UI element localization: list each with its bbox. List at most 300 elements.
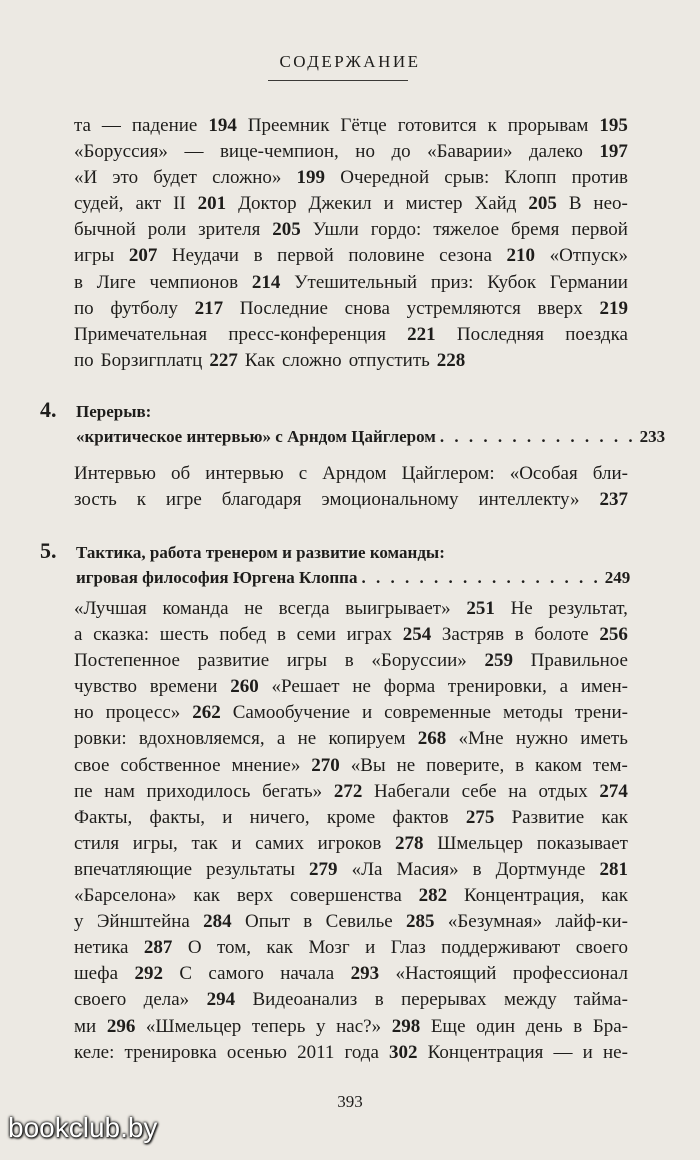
toc-word: — [184,141,204,163]
toc-word: не [396,754,416,776]
chapter-page-number: 249 [604,568,631,587]
toc-word: побед [219,624,267,646]
toc-paragraph-chapter-5 [74,596,628,1066]
toc-line [74,270,628,296]
toc-word: Шмельцер [437,832,524,854]
toc-word: процесс» [105,702,181,724]
toc-word: Джекил [308,193,372,215]
toc-word: эмоциональному [321,489,459,511]
toc-word: Кубок [487,271,537,293]
toc-word: в [472,858,482,880]
chapter-title-line-1: Тактика, работа тренером и развитие команды: [76,543,445,562]
toc-word: падение [131,115,198,136]
toc-word: отдых [538,780,588,802]
entry-page-number: 282 [418,885,448,907]
toc-word: результаты [206,858,296,880]
toc-word: половине [348,245,425,267]
toc-word: Набегали [373,780,450,802]
toc-word: нас?» [336,1015,382,1037]
toc-word: благодаря [221,489,302,511]
toc-word: с [298,463,308,484]
toc-word: та [74,115,91,136]
toc-line [74,961,628,987]
toc-word: нам [104,780,135,802]
entry-page-number: 210 [506,245,536,267]
toc-word: будет [153,167,197,189]
toc-word: чемпионов [149,271,239,293]
entry-page-number: 214 [251,271,281,293]
toc-word: но [74,702,94,724]
toc-line [74,700,628,726]
toc-word: бремя [510,219,560,241]
toc-word: «Ла [351,858,383,880]
toc-word: приходилось [146,780,251,802]
toc-word: лайф-ки- [555,911,628,933]
toc-word: всегда [278,598,330,619]
toc-line [74,909,628,935]
toc-word: бли- [592,463,628,484]
toc-word: не [297,728,317,750]
toc-word: вице-чемпион, [219,141,339,163]
toc-word: зость [74,489,117,511]
header-rule [268,80,408,81]
toc-word: года [344,1041,379,1063]
toc-word: против [571,167,628,189]
entry-page-number: 279 [309,858,338,880]
toc-word: пе [74,780,93,802]
toc-word: Глаз [390,937,426,959]
toc-word: «Мне [458,728,504,750]
toc-line [74,139,628,165]
toc-word: день [525,1015,563,1037]
toc-word: перерывах [401,989,487,1011]
toc-word: а [276,728,286,750]
toc-word: снова [344,297,390,319]
entry-page-number: 298 [391,1015,421,1037]
toc-word: тяжелое [433,219,500,241]
toc-word: тренировка [124,1041,217,1063]
toc-word: поездка [565,323,628,345]
toc-word: поверите, [426,754,505,776]
entry-page-number: 262 [192,702,221,724]
entry-page-number: 256 [599,624,628,646]
entry-page-number: 293 [350,963,380,985]
toc-word: С [179,963,193,985]
toc-word: «Вы [350,754,386,776]
toc-word: команда [162,598,229,619]
toc-word: «Барселона» [74,885,177,907]
toc-word: Факты, [74,806,133,828]
toc-word: готовится [397,115,477,136]
toc-word: роли [147,219,187,241]
toc-word: первой [277,245,334,267]
toc-line [74,348,628,374]
toc-word: мистер [405,193,463,215]
toc-line [74,753,628,779]
toc-word: Арндом [322,463,387,484]
toc-word: так [191,832,218,854]
watermark-logo: bookclub.by [8,1112,158,1143]
toc-word: Видеоанализ [252,989,358,1011]
toc-word: Последняя [456,323,544,345]
toc-word: в [573,1015,583,1037]
entry-page-number: 221 [407,323,436,345]
toc-word: Застряв [441,624,505,646]
toc-word: Бра- [592,1015,628,1037]
toc-word: играх [346,624,393,646]
toc-line [74,779,628,805]
entry-page-number: 268 [417,728,447,750]
toc-word: это [112,167,139,189]
toc-word: развитие [197,650,270,672]
toc-word: об [171,463,191,484]
toc-word: вверх [537,297,583,319]
toc-word: футболу [110,297,178,319]
toc-word: но [355,141,375,163]
toc-word: «Решает [271,676,340,698]
toc-line [74,805,628,831]
toc-word: на [508,780,527,802]
toc-paragraph-chapter-3-end [74,113,628,374]
toc-word: ровки: [74,728,127,750]
toc-word: бегать» [262,780,323,802]
toc-word: устремляются [406,297,521,319]
entry-page-number: 217 [194,297,224,319]
toc-word: чувство [74,676,137,698]
toc-word: Германии [549,271,628,293]
chapter-number: 4. [40,397,57,422]
toc-word: Клопп [504,167,557,189]
toc-word: и [231,832,242,854]
toc-word: Примечательная [74,323,208,345]
toc-word: самих [255,832,304,854]
toc-word: мнение» [231,754,301,776]
toc-word: Лиге [96,271,136,293]
toc-line [74,217,628,243]
toc-word: стиля [74,832,120,854]
toc-word: Интервью [74,463,156,484]
entry-page-number: 207 [128,245,158,267]
toc-word: совершенства [289,885,402,907]
toc-word: по [74,349,94,371]
toc-word: пресс-конференция [228,323,386,345]
toc-word: Севилье [325,911,393,933]
toc-line [74,243,628,269]
toc-line [74,113,628,139]
toc-word: игры [74,245,115,267]
toc-word: а [559,676,569,698]
entry-page-number: 294 [206,989,236,1011]
toc-word: Очередной [340,167,430,189]
toc-word: зрителя [198,219,261,241]
entry-page-number: 197 [599,141,628,163]
entry-page-number: 259 [484,650,513,672]
toc-word: Гётце [340,115,387,136]
entry-page-number: 228 [436,349,466,371]
toc-word: семи [296,624,336,646]
toc-word: «Особая [509,463,578,484]
toc-line [74,322,628,348]
entry-page-number: 275 [465,806,495,828]
toc-word: и [365,937,376,959]
leader-dots: . . . . . . . . . . . . . . [439,427,636,446]
toc-word: первой [571,219,628,241]
toc-word: акт [135,193,162,215]
toc-word: тайма- [574,989,628,1011]
toc-word: том, [217,937,251,959]
toc-word: нужно [515,728,569,750]
toc-word: Развитие [511,806,585,828]
toc-word: Дортмунде [495,858,586,880]
toc-word: «Боруссии» [371,650,467,672]
toc-line [74,1014,628,1040]
toc-word: самого [208,963,264,985]
toc-word: Доктор [238,193,297,215]
toc-word: Не [510,598,533,619]
toc-word: копируем [328,728,406,750]
toc-word: бычной [74,219,136,241]
toc-word: Мозг [308,937,350,959]
toc-word: О [187,937,202,959]
toc-word: времени [149,676,218,698]
toc-word: Неудачи [171,245,239,267]
toc-line [74,487,628,513]
toc-word: нетика [74,937,129,959]
entry-page-number: 237 [599,489,628,511]
toc-word: Концентрация, [464,885,585,907]
toc-word: «Боруссия» [74,141,168,163]
toc-word: у [74,911,84,933]
toc-word: до [391,141,411,163]
toc-word: профессионал [512,963,628,985]
toc-word: прорывам [507,115,589,136]
toc-word: «Настоящий [395,963,497,985]
toc-word: игры [286,650,328,672]
toc-word: форма [383,676,436,698]
toc-word: кроме [326,806,376,828]
toc-word: Ушли [312,219,359,241]
toc-word: осенью [226,1041,287,1063]
toc-word: в [303,911,313,933]
entry-page-number: 296 [106,1015,136,1037]
toc-word: Утешительный [294,271,418,293]
toc-word: методы [502,702,563,724]
toc-word: факты, [149,806,206,828]
toc-word: в [515,754,525,776]
running-header: СОДЕРЖАНИЕ [279,52,421,71]
toc-word: верх [236,885,274,907]
entry-page-number: 302 [389,1041,418,1063]
entry-page-number: 194 [208,115,237,136]
toc-word: приз: [430,271,474,293]
toc-word: Преемник [247,115,330,136]
entry-page-number: 195 [599,115,628,136]
toc-line [74,648,628,674]
toc-word: Правильное [530,650,628,672]
toc-word: теперь [251,1015,306,1037]
toc-word: Еще [430,1015,466,1037]
toc-word: не- [602,1041,628,1063]
toc-word: игры, [132,832,178,854]
toc-word: поддерживают [441,937,561,959]
toc-word: как [193,885,220,907]
toc-word: своего [575,937,628,959]
toc-word: и [582,1041,593,1063]
toc-word: «Шмельцер [145,1015,242,1037]
toc-word: шесть [159,624,209,646]
toc-word: один [476,1015,516,1037]
toc-word: в [374,989,384,1011]
toc-word: «Отпуск» [549,245,628,267]
toc-line [74,1040,628,1066]
toc-line [74,883,628,909]
toc-word: ми [74,1015,97,1037]
toc-word: Концентрация [427,1041,544,1063]
toc-word: собственное [120,754,221,776]
toc-word: в [344,650,354,672]
toc-word: срыв: [444,167,490,189]
toc-word: Масия» [396,858,459,880]
entry-page-number: 270 [311,754,340,776]
toc-word: фактов [392,806,449,828]
toc-line [74,935,628,961]
entry-page-number: 201 [197,193,227,215]
toc-word: свое [74,754,110,776]
toc-word: сезона [439,245,492,267]
toc-word: выигрывает» [345,598,451,619]
entry-page-number: 287 [143,937,173,959]
entry-page-number: 292 [134,963,163,985]
chapter-number: 5. [40,538,57,563]
toc-word: результат, [548,598,628,619]
toc-word: а [74,624,83,646]
toc-word: игроков [317,832,382,854]
chapter-page-number: 233 [639,427,666,446]
chapter-title-line-2: игровая философия Юргена Клоппа [76,568,358,587]
toc-word: к [487,115,497,136]
entry-page-number: 205 [272,219,301,241]
entry-page-number: 281 [599,858,628,880]
toc-word: Последние [239,297,328,319]
toc-line [74,831,628,857]
toc-word: Цайглером: [401,463,495,484]
toc-line [74,987,628,1013]
toc-word: В [568,193,582,215]
toc-line [74,622,628,648]
toc-word: тем- [592,754,628,776]
toc-word: имен- [580,676,628,698]
toc-word: Опыт [245,911,290,933]
toc-word: себе [461,780,497,802]
toc-word: Постепенное [74,650,180,672]
toc-word: как [601,885,628,907]
toc-word: в [74,271,83,293]
toc-word: отпустить [348,349,430,371]
toc-line [74,674,628,700]
toc-word: не [244,598,263,619]
toc-paragraph-chapter-4 [74,461,628,513]
toc-word: интервью [205,463,284,484]
toc-word: ничего, [249,806,310,828]
entry-page-number: 251 [466,598,495,619]
toc-word: нео- [593,193,628,215]
toc-word: в [253,245,263,267]
toc-word: вдохновляемся, [138,728,265,750]
toc-line [74,165,628,191]
toc-word: по [74,297,94,319]
toc-word: 2011 [297,1041,335,1063]
entry-page-number: 278 [395,832,424,854]
toc-word: сказка: [93,624,150,646]
toc-word: судей, [74,193,124,215]
entry-page-number: 272 [333,780,363,802]
toc-word: дела» [143,989,190,1011]
toc-line [74,596,628,622]
entry-page-number: 274 [599,780,628,802]
toc-word: Самообучение [232,702,351,724]
entry-page-number: 260 [230,676,259,698]
toc-word: между [503,989,557,1011]
toc-word: сложно [281,349,342,371]
entry-page-number: 219 [599,297,628,319]
toc-word: «Лучшая [74,598,147,619]
toc-word: как [601,806,628,828]
toc-line [74,726,628,752]
toc-word: как [266,937,294,959]
toc-word: впечатляющие [74,858,193,880]
entry-page-number: 205 [528,193,557,215]
toc-word: у [316,1015,326,1037]
entry-page-number: 199 [296,167,326,189]
toc-word: и [383,193,394,215]
chapter-title-line-1: Перерыв: [76,402,152,421]
toc-word: далеко [528,141,583,163]
toc-word: показывает [536,832,628,854]
toc-word: современные [384,702,491,724]
toc-word: Как [244,349,275,371]
toc-word: игре [165,489,202,511]
entry-page-number: 284 [203,911,232,933]
toc-word: гордо: [370,219,422,241]
toc-word: — [101,115,121,136]
toc-word: болоте [534,624,589,646]
toc-word: начала [280,963,335,985]
toc-line [74,857,628,883]
leader-dots: . . . . . . . . . . . . . . . . . [361,568,601,587]
toc-word: в [277,624,286,646]
page-number: 393 [337,1092,363,1111]
toc-word: шефа [74,963,119,985]
entry-page-number: 254 [402,624,432,646]
toc-word: не [352,676,371,698]
toc-word: и [362,702,373,724]
toc-word: тренировки, [447,676,547,698]
toc-word: трени- [574,702,628,724]
toc-word: сложно» [212,167,282,189]
toc-word: интеллекту» [478,489,580,511]
toc-word: — [553,1041,573,1063]
toc-word: каком [535,754,582,776]
toc-word: Хайд [474,193,517,215]
chapter-title-line-2: «критическое интервью» с Арндом Цайглером [76,427,436,446]
entry-page-number: 227 [209,349,238,371]
toc-line [74,461,628,487]
toc-word: иметь [580,728,628,750]
toc-word: своего [74,989,127,1011]
toc-line [74,191,628,217]
toc-word: Эйнштейна [96,911,190,933]
toc-word: «Баварии» [427,141,513,163]
